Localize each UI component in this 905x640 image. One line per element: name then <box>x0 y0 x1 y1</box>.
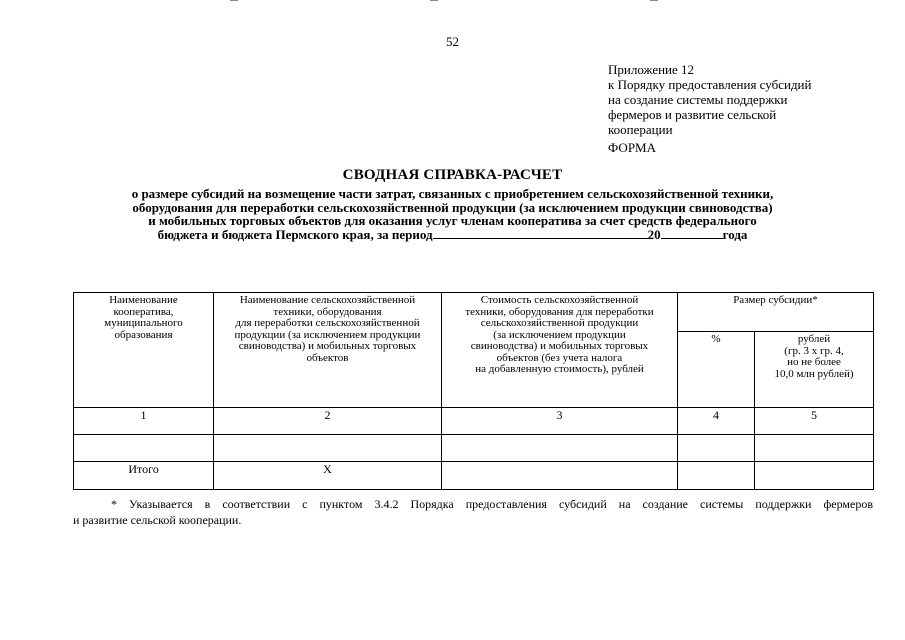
header-equipment-name: Наименование сельскохозяйственной техники, оборудования для переработки сельскохозяйственной продукции (за исключением продукции свиноводства) и мобильных торговых объектов <box>214 293 442 408</box>
scan-artifact <box>650 0 658 1</box>
period-prefix: бюджета и бюджета Пермского края, за период <box>157 226 433 242</box>
subtitle-line: оборудования для переработки сельскохозяйственной продукции (за исключением продукции свиноводства) <box>132 199 773 215</box>
period-suffix: года <box>722 226 748 242</box>
column-number: 4 <box>678 408 755 435</box>
column-number: 1 <box>74 408 214 435</box>
document-subtitle <box>60 187 845 241</box>
subtitle-line-period <box>60 228 845 242</box>
column-number: 5 <box>755 408 874 435</box>
table-row <box>74 435 874 462</box>
total-cost-cell[interactable] <box>442 462 678 490</box>
scan-artifact <box>230 0 238 1</box>
table-cell[interactable] <box>74 435 214 462</box>
appendix-line: фермеров и развитие сельской <box>608 107 777 122</box>
footnote <box>73 496 873 528</box>
subtitle-line: о размере субсидий на возмещение части затрат, связанных с приобретением сельскохозяйственной техники, <box>131 186 774 201</box>
appendix-line: Приложение 12 <box>608 62 695 77</box>
total-rubles-cell[interactable] <box>755 462 874 490</box>
period-year-prefix: 20 <box>647 226 661 242</box>
table-cell[interactable] <box>678 435 755 462</box>
summary-table <box>73 292 874 490</box>
scan-artifact <box>430 0 438 1</box>
header-rubles: рублей (гр. 3 x гр. 4, но не более 10,0 млн рублей) <box>755 332 874 408</box>
appendix-reference <box>608 62 898 137</box>
year-blank-field[interactable] <box>661 228 723 239</box>
table-cell[interactable] <box>214 435 442 462</box>
document-title: СВОДНАЯ СПРАВКА-РАСЧЕТ <box>342 167 563 183</box>
table-header-row <box>74 293 874 332</box>
header-subsidy-size: Размер субсидии* <box>678 293 874 332</box>
period-blank-field[interactable] <box>433 228 648 239</box>
total-row <box>74 462 874 490</box>
header-cooperative: Наименование кооператива, муниципального образования <box>74 293 214 408</box>
column-number-row <box>74 408 874 435</box>
subtitle-line: и мобильных торговых объектов для оказания услуг членам кооператива за счет средств федерального <box>148 213 757 229</box>
page-number: 52 <box>446 34 459 49</box>
appendix-line: кооперации <box>608 122 673 137</box>
header-percent: % <box>678 332 755 408</box>
column-number: 2 <box>214 408 442 435</box>
total-label: Итого <box>74 462 214 490</box>
footnote-line: * Указывается в соответствии с пунктом 3.4.2 Порядка предоставления субсидий на создание системы поддержки фермеров <box>111 497 873 511</box>
total-percent-cell[interactable] <box>678 462 755 490</box>
header-equipment-cost: Стоимость сельскохозяйственной техники, оборудования для переработки сельскохозяйственной продукции (за исключением продукции свиноводства) и мобильных торговых объектов (без учета налога на добавленную стоимость), рублей <box>442 293 678 408</box>
column-number: 3 <box>442 408 678 435</box>
footnote-line: и развитие сельской кооперации. <box>73 513 242 527</box>
appendix-line: на создание системы поддержки <box>608 92 788 107</box>
total-equipment-mark: X <box>214 462 442 490</box>
table-cell[interactable] <box>442 435 678 462</box>
form-label: ФОРМА <box>608 140 656 155</box>
appendix-line: к Порядку предоставления субсидий <box>608 77 812 92</box>
table-cell[interactable] <box>755 435 874 462</box>
